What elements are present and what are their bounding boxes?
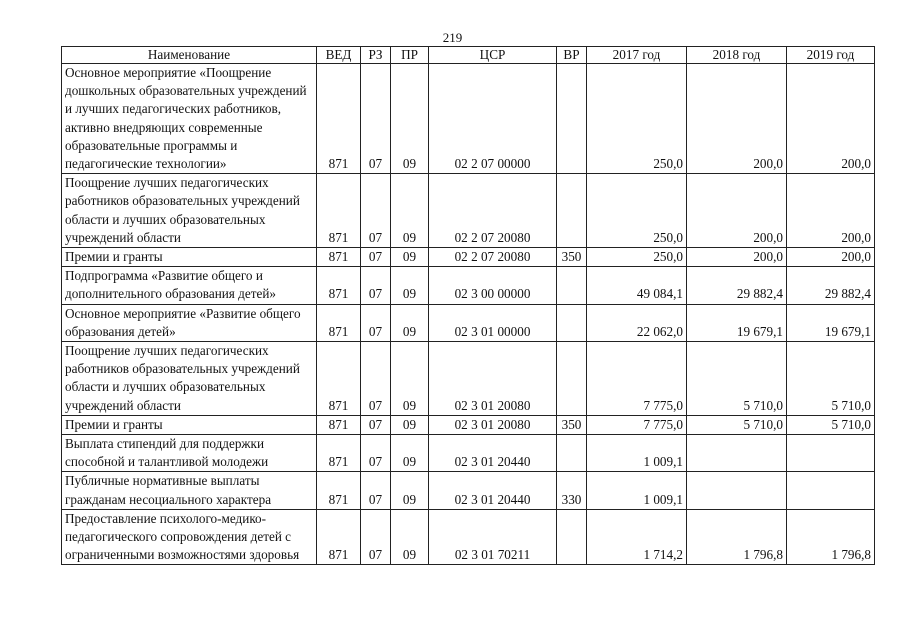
row-rz: 07 <box>361 435 391 472</box>
row-csr: 02 3 01 70211 <box>429 509 557 565</box>
row-2017: 49 084,1 <box>587 267 687 304</box>
row-vr: 350 <box>557 415 587 434</box>
row-name: Подпрограмма «Развитие общего и дополнительного образования детей» <box>62 267 317 304</box>
row-vr <box>557 304 587 341</box>
row-2018: 200,0 <box>687 174 787 248</box>
row-rz: 07 <box>361 509 391 565</box>
row-ved: 871 <box>317 472 361 509</box>
row-rz: 07 <box>361 342 391 416</box>
row-2018 <box>687 435 787 472</box>
row-2019: 5 710,0 <box>787 342 875 416</box>
row-2019: 200,0 <box>787 64 875 174</box>
row-pr: 09 <box>391 304 429 341</box>
row-ved: 871 <box>317 415 361 434</box>
row-2019 <box>787 472 875 509</box>
row-2018: 5 710,0 <box>687 415 787 434</box>
row-name: Основное мероприятие «Поощрение дошкольных образовательных учреждений и лучших педагогических работников, активно внедряющих современные образовательные программы и педагогические технологии» <box>62 64 317 174</box>
row-ved: 871 <box>317 267 361 304</box>
row-2017: 250,0 <box>587 64 687 174</box>
row-name: Премии и гранты <box>62 248 317 267</box>
table-row <box>62 342 875 416</box>
header-vr: ВР <box>557 47 587 64</box>
row-ved: 871 <box>317 248 361 267</box>
row-2018: 200,0 <box>687 248 787 267</box>
row-rz: 07 <box>361 248 391 267</box>
row-name: Основное мероприятие «Развитие общего образования детей» <box>62 304 317 341</box>
row-2017: 1 009,1 <box>587 435 687 472</box>
row-csr: 02 3 01 20440 <box>429 472 557 509</box>
table-row <box>62 304 875 341</box>
row-rz: 07 <box>361 415 391 434</box>
header-ved: ВЕД <box>317 47 361 64</box>
header-rz: РЗ <box>361 47 391 64</box>
table-row <box>62 415 875 434</box>
row-name: Премии и гранты <box>62 415 317 434</box>
row-vr: 350 <box>557 248 587 267</box>
table-row <box>62 472 875 509</box>
row-vr <box>557 174 587 248</box>
row-2018: 5 710,0 <box>687 342 787 416</box>
row-2017: 250,0 <box>587 248 687 267</box>
row-rz: 07 <box>361 304 391 341</box>
row-ved: 871 <box>317 342 361 416</box>
row-2017: 1 009,1 <box>587 472 687 509</box>
row-pr: 09 <box>391 267 429 304</box>
header-2017: 2017 год <box>587 47 687 64</box>
table-row <box>62 174 875 248</box>
row-2019: 5 710,0 <box>787 415 875 434</box>
row-rz: 07 <box>361 472 391 509</box>
row-rz: 07 <box>361 64 391 174</box>
row-2017: 22 062,0 <box>587 304 687 341</box>
table-row <box>62 509 875 565</box>
row-vr <box>557 509 587 565</box>
row-name: Поощрение лучших педагогических работников образовательных учреждений области и лучших образовательных учреждений области <box>62 174 317 248</box>
row-vr: 330 <box>557 472 587 509</box>
table-row <box>62 248 875 267</box>
row-rz: 07 <box>361 267 391 304</box>
row-2018: 200,0 <box>687 64 787 174</box>
row-ved: 871 <box>317 304 361 341</box>
row-2017: 7 775,0 <box>587 415 687 434</box>
row-2019: 200,0 <box>787 174 875 248</box>
row-csr: 02 3 01 20080 <box>429 415 557 434</box>
row-ved: 871 <box>317 174 361 248</box>
row-csr: 02 3 00 00000 <box>429 267 557 304</box>
table-row <box>62 435 875 472</box>
row-2018 <box>687 472 787 509</box>
row-ved: 871 <box>317 435 361 472</box>
row-name: Поощрение лучших педагогических работников образовательных учреждений области и лучших образовательных учреждений области <box>62 342 317 416</box>
row-name: Выплата стипендий для поддержки способной и талантливой молодежи <box>62 435 317 472</box>
row-pr: 09 <box>391 415 429 434</box>
row-csr: 02 3 01 20440 <box>429 435 557 472</box>
row-pr: 09 <box>391 64 429 174</box>
row-ved: 871 <box>317 509 361 565</box>
table-row <box>62 64 875 174</box>
row-vr <box>557 342 587 416</box>
row-2018: 19 679,1 <box>687 304 787 341</box>
table-header-row <box>62 47 875 64</box>
row-2018: 1 796,8 <box>687 509 787 565</box>
header-name: Наименование <box>62 47 317 64</box>
header-2019: 2019 год <box>787 47 875 64</box>
table-row <box>62 267 875 304</box>
row-pr: 09 <box>391 174 429 248</box>
row-name: Публичные нормативные выплаты гражданам несоциального характера <box>62 472 317 509</box>
row-2017: 1 714,2 <box>587 509 687 565</box>
row-pr: 09 <box>391 472 429 509</box>
row-2017: 7 775,0 <box>587 342 687 416</box>
header-pr: ПР <box>391 47 429 64</box>
row-2019: 19 679,1 <box>787 304 875 341</box>
row-vr <box>557 435 587 472</box>
row-csr: 02 3 01 00000 <box>429 304 557 341</box>
row-csr: 02 2 07 00000 <box>429 64 557 174</box>
row-vr <box>557 267 587 304</box>
row-pr: 09 <box>391 342 429 416</box>
header-2018: 2018 год <box>687 47 787 64</box>
row-vr <box>557 64 587 174</box>
row-pr: 09 <box>391 248 429 267</box>
row-2019 <box>787 435 875 472</box>
row-2018: 29 882,4 <box>687 267 787 304</box>
row-2019: 29 882,4 <box>787 267 875 304</box>
row-name: Предоставление психолого-медико-педагогического сопровождения детей с ограниченными возможностями здоровья <box>62 509 317 565</box>
header-csr: ЦСР <box>429 47 557 64</box>
row-ved: 871 <box>317 64 361 174</box>
row-2017: 250,0 <box>587 174 687 248</box>
row-csr: 02 3 01 20080 <box>429 342 557 416</box>
page-number: 219 <box>442 30 463 45</box>
row-2019: 1 796,8 <box>787 509 875 565</box>
row-2019: 200,0 <box>787 248 875 267</box>
row-pr: 09 <box>391 509 429 565</box>
row-pr: 09 <box>391 435 429 472</box>
row-rz: 07 <box>361 174 391 248</box>
row-csr: 02 2 07 20080 <box>429 248 557 267</box>
budget-table <box>61 46 875 565</box>
row-csr: 02 2 07 20080 <box>429 174 557 248</box>
